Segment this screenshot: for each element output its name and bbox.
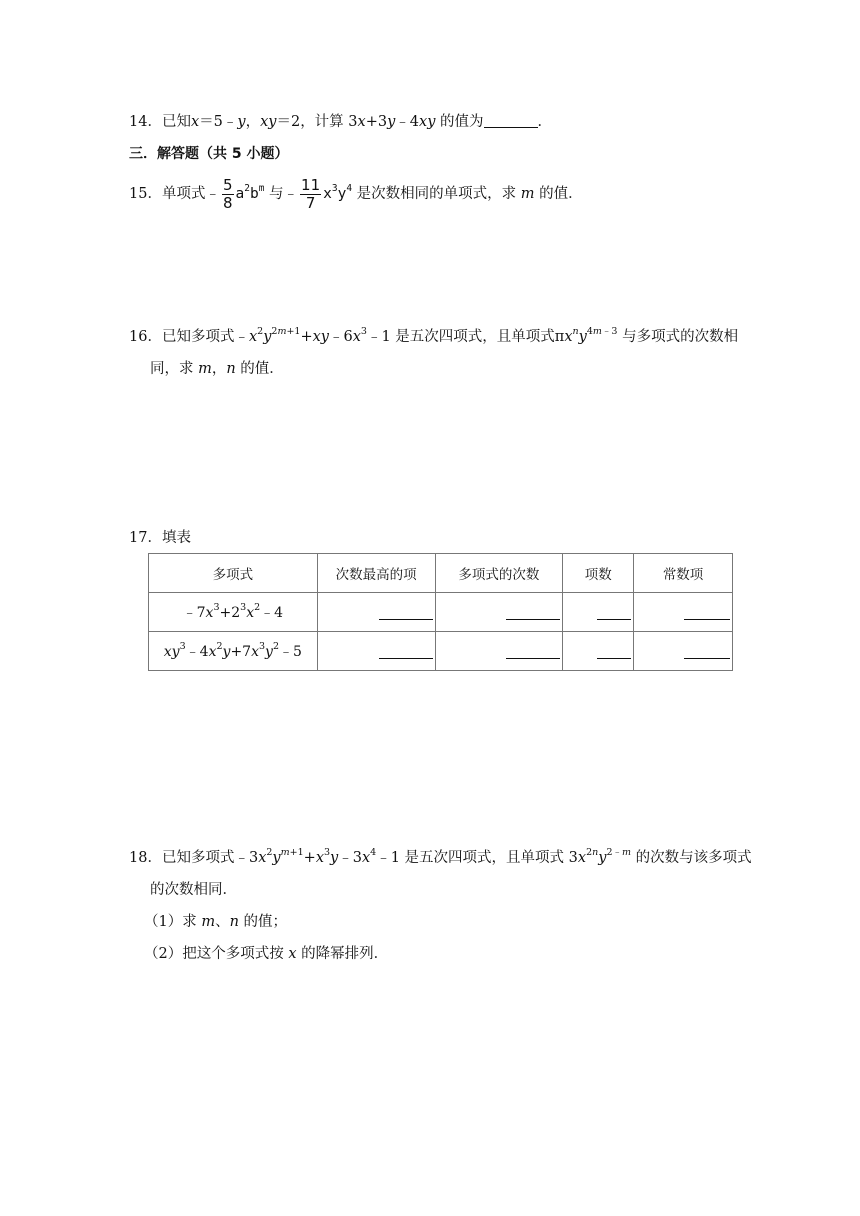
- answer-blank[interactable]: [684, 603, 730, 620]
- table-header: 多项式的次数: [435, 554, 563, 593]
- answer-blank[interactable]: [597, 642, 631, 659]
- question-16: 16．已知多项式$﹣x^2y^{2m+1}+xy﹣6x^3﹣1$ 是五次四项式，且单项式$\pi x^ny^{4m﹣3}$ 与多项式的次数相: [129, 326, 739, 345]
- question-15: 15．单项式﹣ $\frac{5}{8}$ $a^2b^m$ 与﹣ $\frac{11}{7}$ $x^3y^4$ 是次数相同的单项式，求 m 的值．: [129, 175, 583, 212]
- polynomial-cell: $﹣7x^3+2^3x^2﹣4$: [149, 593, 318, 632]
- answer-blank[interactable]: [506, 603, 560, 620]
- math-expression: $x^3y^4$: [323, 183, 353, 202]
- answer-blank[interactable]: [684, 642, 730, 659]
- polynomial-cell: $xy^3﹣4x^2y+7x^3y^2﹣5$: [149, 632, 318, 671]
- math-expression: xy＝2: [260, 114, 301, 130]
- fill-table: [148, 553, 733, 671]
- table-header: 项数: [563, 554, 634, 593]
- math-expression: $a^2b^m$: [235, 183, 265, 202]
- answer-blank[interactable]: [484, 113, 538, 128]
- fraction: $\frac{11}{7}$: [301, 175, 321, 212]
- table-header-row: [149, 554, 733, 593]
- question-number: 14．: [129, 114, 162, 130]
- table-row: [149, 593, 733, 632]
- question-18: 18．已知多项式$﹣3x^2y^{m+1}+x^3y﹣3x^4﹣1$ 是五次四项式，且单项式 $3x^{2n}y^{2﹣m}$ 的次数与该多项式: [129, 847, 752, 866]
- section-heading: 三．解答题（共 5 小题）: [129, 146, 289, 162]
- answer-blank[interactable]: [597, 603, 631, 620]
- math-expression: x＝5﹣y: [190, 114, 246, 130]
- answer-blank[interactable]: [506, 642, 560, 659]
- math-expression: $3x^2y^{m+1}+x^3y﹣3x^4﹣1$: [248, 847, 400, 866]
- table-row: [149, 632, 733, 671]
- question-18-part1: （1）求 m、n 的值；: [144, 914, 288, 930]
- table-header: 次数最高的项: [317, 554, 435, 593]
- math-expression: $x^ny^{4m﹣3}$: [564, 326, 618, 345]
- question-14: 14．已知x＝5﹣y，xy＝2，计算 3x+3y﹣4xy 的值为 ．: [129, 114, 553, 130]
- question-18-line2: 的次数相同．: [150, 882, 237, 898]
- question-16-line2: 同，求 m，n 的值．: [150, 361, 284, 377]
- math-expression: $x^2y^{2m+1}+xy﹣6x^3﹣1$: [248, 326, 391, 345]
- question-number: 16．: [129, 329, 162, 345]
- math-expression: 3x+3y﹣4xy: [348, 114, 436, 130]
- question-18-part2: （2）把这个多项式按 x 的降幂排列．: [144, 946, 389, 962]
- table-header: 多项式: [149, 554, 318, 593]
- answer-blank[interactable]: [379, 642, 433, 659]
- question-17: 17．填表: [129, 530, 191, 546]
- question-number: 17．: [129, 530, 162, 546]
- table-header: 常数项: [634, 554, 733, 593]
- question-number: 15．: [129, 186, 162, 202]
- math-expression: m，n: [198, 361, 236, 377]
- math-variable: x: [288, 946, 297, 962]
- fraction: $\frac{5}{8}$: [222, 175, 233, 212]
- question-number: 18．: [129, 850, 162, 866]
- answer-blank[interactable]: [379, 603, 433, 620]
- math-expression: m、n: [201, 914, 239, 930]
- math-expression: $3x^{2n}y^{2﹣m}$: [568, 847, 632, 866]
